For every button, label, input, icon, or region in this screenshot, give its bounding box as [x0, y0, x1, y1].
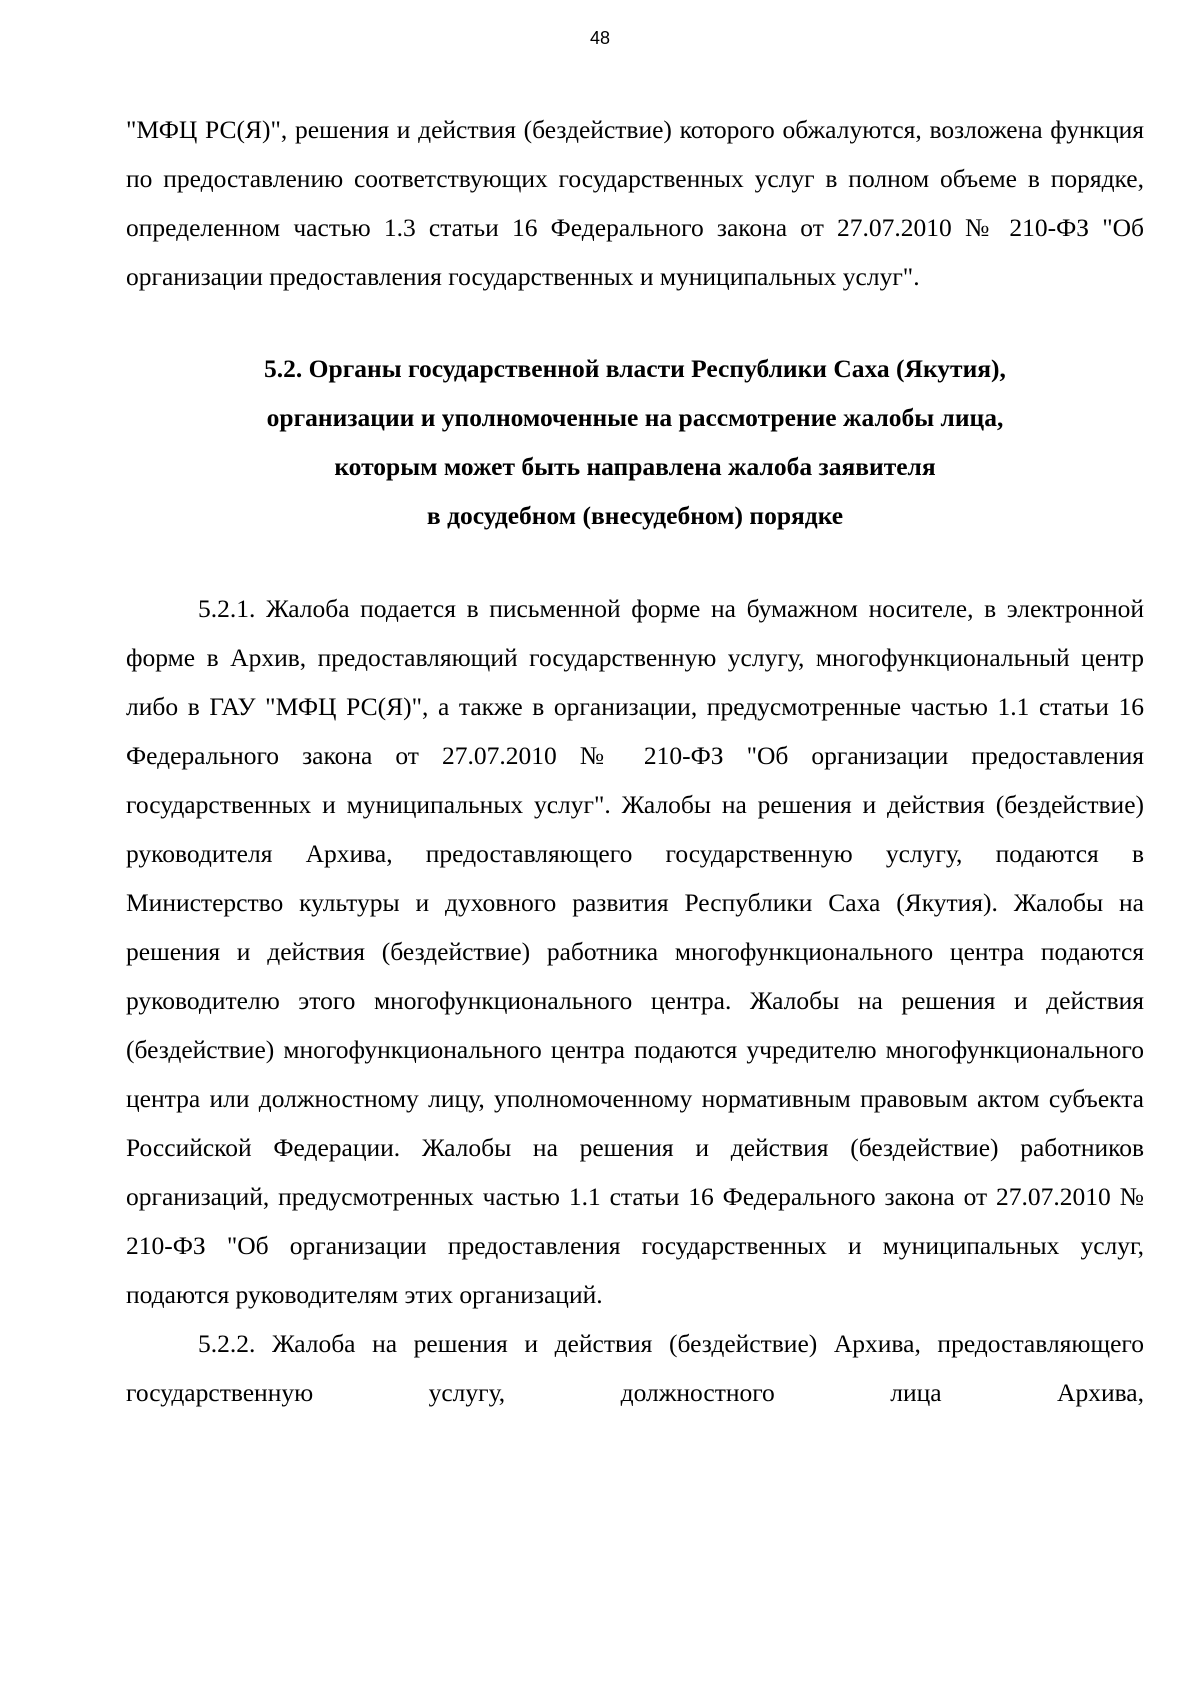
section-heading-line: организации и уполномоченные на рассмотрение жалобы лица, [266, 403, 1004, 432]
paragraph-5-2-2: 5.2.2. Жалоба на решения и действия (бездействие) Архива, предоставляющего государственную услугу, должностного лица Архива, [126, 1329, 1144, 1407]
paragraph-5-2-1: 5.2.1. Жалоба подается в письменной форме на бумажном носителе, в электронной форме в Архив, предоставляющий государственную услугу, многофункциональный центр либо в ГАУ "МФЦ РС(Я)", а также в организации, предусмотренные частью 1.1 статьи 16 Федерального закона от 27.07.2010 № 210-ФЗ "Об организации предоставления государственных и муниципальных услуг". Жалобы на решения и действия (бездействие) руководителя Архива, предоставляющего государственную услугу, подаются в Министерство культуры и духовного развития Республики Саха (Якутия). Жалобы на решения и действия (бездействие) работника многофункционального центра подаются руководителю этого многофункционального центра. Жалобы на решения и действия (бездействие) многофункционального центра подаются учредителю многофункционального центра или должностному лицу, уполномоченному нормативным правовым актом субъекта Российской Федерации. Жалобы на решения и действия (бездействие) работников организаций, предусмотренных частью 1.1 статьи 16 Федерального закона от 27.07.2010 № 210-ФЗ "Об организации предоставления государственных и муниципальных услуг, подаются руководителям этих организаций. [126, 594, 1144, 1309]
section-heading-line: которым может быть направлена жалоба заявителя [334, 452, 936, 481]
section-heading [126, 344, 1144, 540]
page-number: 48 [589, 28, 611, 48]
intro-paragraph: "МФЦ РС(Я)", решения и действия (бездействие) которого обжалуются, возложена функция по предоставлению соответствующих государственных услуг в полном объеме в порядке, определенном частью 1.3 статьи 16 Федерального закона от 27.07.2010 № 210-ФЗ "Об организации предоставления государственных и муниципальных услуг". [126, 115, 1144, 291]
section-heading-line: в досудебном (внесудебном) порядке [426, 501, 844, 530]
section-heading-line: 5.2. Органы государственной власти Республики Саха (Якутия), [264, 354, 1006, 383]
document-body [126, 105, 1144, 1417]
